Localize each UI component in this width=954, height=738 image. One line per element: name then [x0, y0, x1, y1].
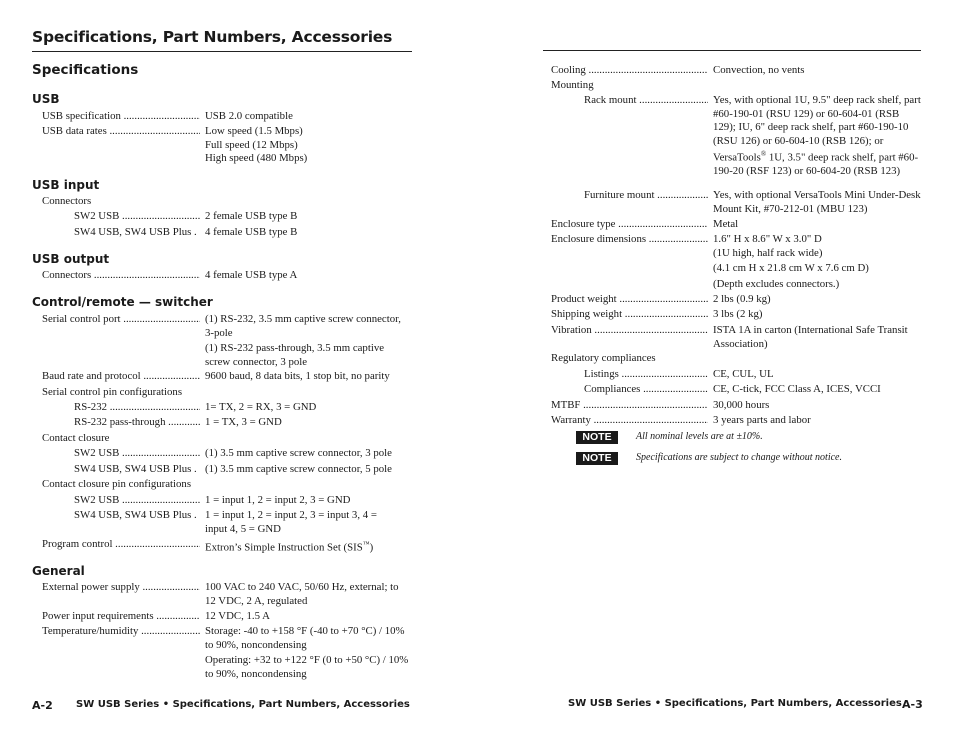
general-heading: General: [32, 564, 85, 578]
note-text-2: Specifications are subject to change without notice.: [636, 452, 842, 463]
footer-page-left: A-2: [32, 699, 53, 712]
note-text-1: All nominal levels are at ±10%.: [636, 431, 763, 442]
regulatory-label: Regulatory compliances: [551, 352, 656, 364]
spec-row-serial-control-port: Serial control port ..... (1) RS-232, 3.5 mm captive screw connector, 3-pole: [0, 313, 420, 341]
footer-page-right: A-3: [902, 698, 923, 711]
spec-row-vibration: Vibration ..... ISTA 1A in carton (International Safe Transit Association): [0, 324, 954, 352]
section-heading-specifications: Specifications: [32, 62, 139, 78]
footer-text-right: SW USB Series • Specifications, Part Numbers, Accessories: [568, 698, 902, 709]
usb-input-heading: USB input: [32, 178, 100, 192]
usb-heading: USB: [32, 92, 60, 106]
footer-text-left: SW USB Series • Specifications, Part Numbers, Accessories: [76, 699, 410, 710]
title-rule-left: [32, 51, 412, 52]
connectors-label: Connectors: [42, 195, 92, 207]
note-badge-2: NOTE: [576, 452, 618, 465]
control-heading: Control/remote — switcher: [32, 295, 213, 309]
serial-pin-config-label: Serial control pin configurations: [42, 386, 183, 398]
spec-row-power-supply: External power supply ..... 100 VAC to 240 VAC, 50/60 Hz, external; to 12 VDC, 2 A, regulated: [0, 581, 420, 609]
spec-row-furniture-mount: Furniture mount ..... Yes, with optional VersaTools Mini Under-Desk Mount Kit, #70-212-01 (MBU 123): [0, 189, 954, 217]
usb-output-heading: USB output: [32, 252, 110, 266]
mounting-label: Mounting: [551, 79, 594, 91]
spec-row-pin-sw4: SW4 USB, SW4 USB Plus . 1 = input 1, 2 = input 2, 3 = input 3, 4 = input 4, 5 = GND: [74, 509, 377, 535]
note-badge-1: NOTE: [576, 431, 618, 444]
spec-row-operating: Operating: +32 to +122 °F (0 to +50 °C) / 10% to 90%, noncondensing: [205, 654, 409, 680]
title-rule-right: [543, 50, 921, 51]
spec-row-usb-data-rates: USB data rates ..... Low speed (1.5 Mbps) Full speed (12 Mbps) High speed (480 Mbps): [0, 125, 420, 167]
spec-row-serial-passthrough: (1) RS-232 pass-through, 3.5 mm captive screw connector, 3 pole: [205, 342, 385, 368]
contact-closure-label: Contact closure: [42, 432, 110, 444]
page-title: Specifications, Part Numbers, Accessories: [32, 28, 393, 46]
spec-row-temperature: Temperature/humidity ..... Storage: -40 to +158 °F (-40 to +70 °C) / 10% to 90%, noncondensing: [0, 625, 420, 653]
spec-row-rack-mount: Rack mount ..... Yes, with optional 1U, 9.5" deep rack shelf, part #60-190-01 (RSU 129) or 60-604-01 (RSB 129); IU, 6" deep rack shelf, part #60-190-10 (RSU 126) or 60-604-10 (RSB 126); or VersaTools® 1U, 3.5" deep rack shelf, part #60-190-20 (RSF 123) or 60-604-20 (RSB 123): [0, 94, 954, 189]
spec-row-enclosure-dimensions: Enclosure dimensions ..... 1.6" H x 8.6" W x 3.0" D (1U high, half rack wide) (4.1 cm H x 21.8 cm W x 7.6 cm D) (Depth excludes connectors.): [0, 233, 954, 293]
contact-pin-config-label: Contact closure pin configurations: [42, 478, 192, 490]
